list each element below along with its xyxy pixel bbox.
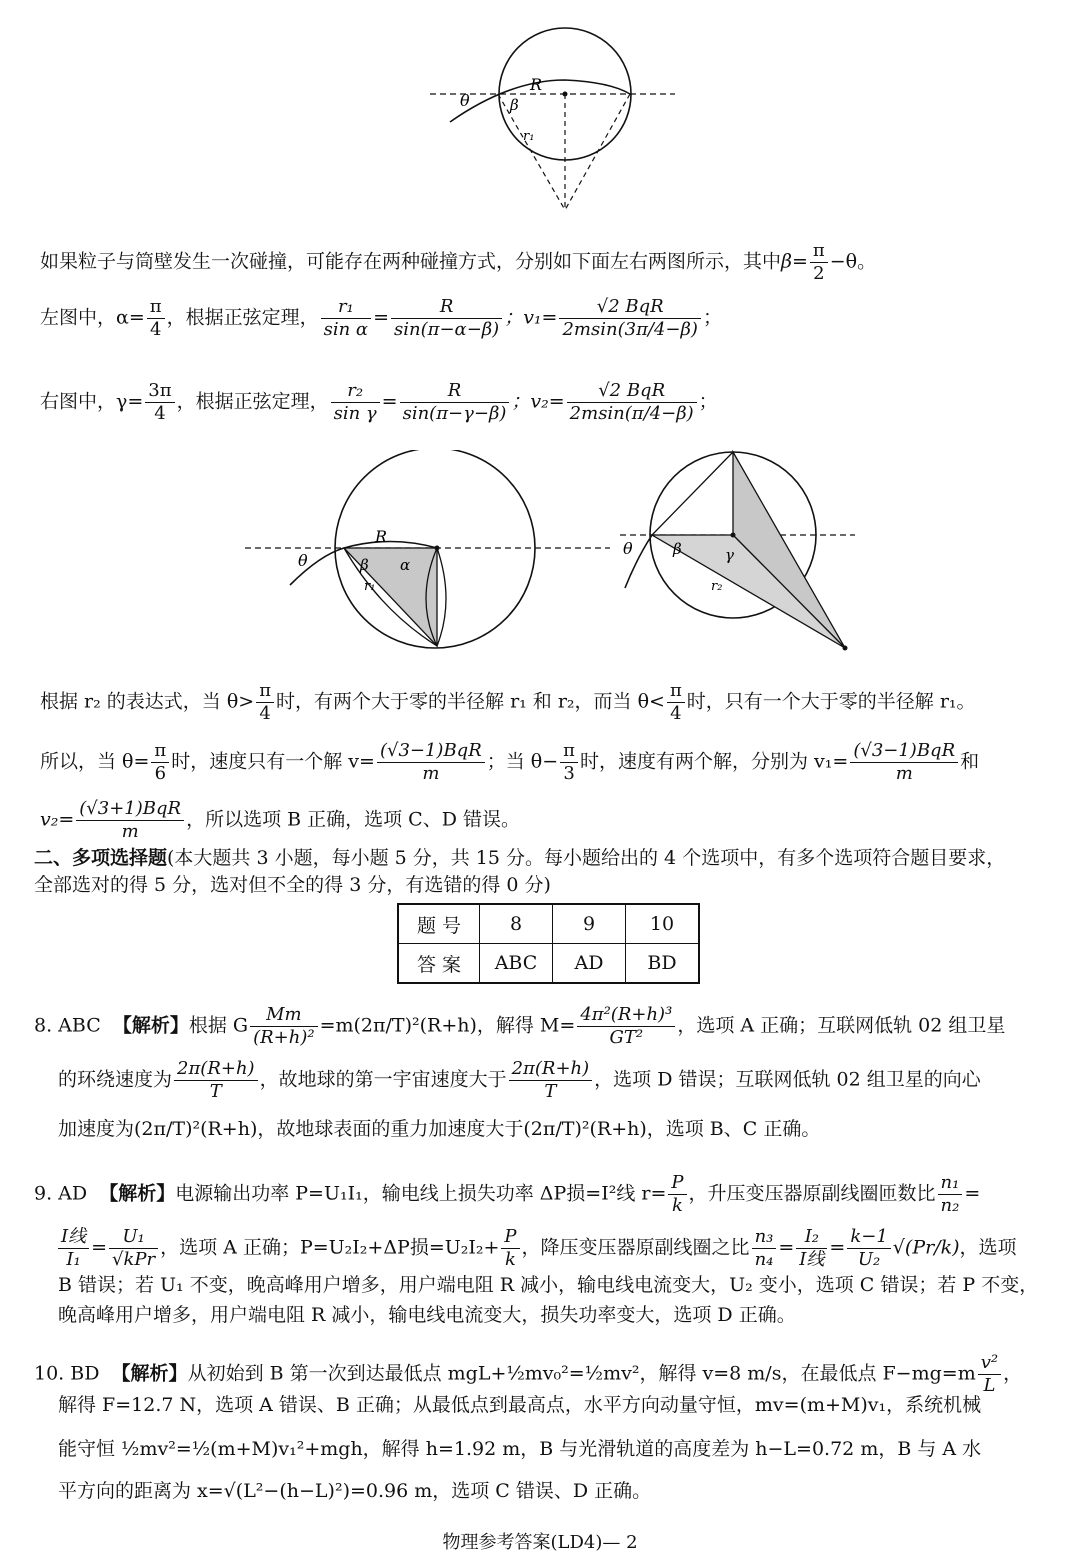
q8-frac3 bbox=[174, 1058, 258, 1103]
p5-frac1-num: π bbox=[151, 740, 169, 763]
left-circle-diagram bbox=[240, 450, 620, 670]
p5-v-den: m bbox=[422, 763, 440, 784]
left-ratio1 bbox=[321, 296, 371, 341]
p4-frac2 bbox=[667, 680, 685, 725]
q10-l1b: 从初始到 B 第一次到达最低点 mgL+½mv₀²=½mv²，解得 v=8 m/s，在最低点 F−mg=m bbox=[187, 1362, 976, 1385]
table-row bbox=[398, 904, 699, 944]
p1-frac-den: 2 bbox=[813, 263, 825, 284]
p4a: 根据 r₂ 的表达式，当 θ> bbox=[40, 690, 255, 713]
q9-l1b: 电源输出功率 P=U₁I₁，输电线上损失功率 ΔP损=I²线 r= bbox=[175, 1182, 667, 1205]
right-v-num: √2 BqR bbox=[567, 380, 697, 403]
p5-frac2 bbox=[560, 740, 578, 785]
q8-tag: 【解析】 bbox=[112, 1014, 189, 1037]
table-cell: ABC bbox=[480, 944, 553, 984]
p5-v1-num: (√3−1)BqR bbox=[850, 740, 958, 763]
q8-f1d: (R+h)² bbox=[253, 1027, 315, 1048]
q9-line2 bbox=[56, 1226, 1050, 1271]
para-velocity-solutions bbox=[40, 740, 1050, 785]
left-ratio2 bbox=[391, 296, 502, 341]
q8-l2b: ，故地球的第一宇宙速度大于 bbox=[259, 1068, 507, 1091]
table-cell: BD bbox=[626, 944, 700, 984]
table-cell: 8 bbox=[480, 904, 553, 944]
left-end: ； bbox=[702, 306, 722, 329]
q8-f3d: T bbox=[209, 1081, 222, 1102]
right-sin2: sin(π−γ−β) bbox=[402, 403, 507, 424]
p4b: 时，有两个大于零的半径解 r₁ 和 r₂，而当 θ< bbox=[276, 690, 665, 713]
q8-f3n: 2π(R+h) bbox=[174, 1058, 258, 1081]
top-circle-diagram bbox=[420, 10, 690, 220]
q10-frac1 bbox=[978, 1352, 1001, 1397]
q9-line3: B 错误；若 U₁ 不变，晚高峰用户增多，用户端电阻 R 减小，输电线电流变大，U₂ 变小，选项 C 错误；若 P 不变， bbox=[58, 1274, 1039, 1296]
q8-number: 8. ABC bbox=[34, 1014, 101, 1037]
q8-frac4 bbox=[509, 1058, 593, 1103]
q9-f1d: k bbox=[671, 1195, 683, 1216]
para-v2 bbox=[40, 798, 1050, 843]
section2-line2: 全部选对的得 5 分，选对但不全的得 3 分，有选错的得 0 分) bbox=[34, 874, 551, 896]
q9-frac2 bbox=[938, 1172, 963, 1217]
q10-l1c: ， bbox=[1003, 1362, 1023, 1385]
left-v-num: √2 BqR bbox=[559, 296, 700, 319]
left-eq: = bbox=[373, 306, 390, 329]
p5-v-frac bbox=[377, 740, 485, 785]
q8-frac1 bbox=[250, 1004, 318, 1049]
q9-l2-f6n: k−1 bbox=[847, 1226, 890, 1249]
q10-f1d: L bbox=[983, 1375, 996, 1396]
q8-l1c: =m(2π/T)²(R+h)，解得 M= bbox=[319, 1014, 576, 1037]
top-R-label: R bbox=[530, 75, 543, 94]
q8-l1d: ，选项 A 正确；互联网低轨 02 组卫星 bbox=[677, 1014, 1006, 1037]
q9-l2-f3d: k bbox=[505, 1249, 516, 1270]
q9-l2-f5n: I₂ bbox=[796, 1226, 827, 1249]
p5-frac1-den: 6 bbox=[154, 763, 167, 784]
left-frac bbox=[147, 296, 165, 341]
q9-l2-frac5 bbox=[796, 1226, 827, 1271]
table-cell: 答 案 bbox=[398, 944, 480, 984]
right-frac-num: 3π bbox=[145, 380, 174, 403]
p6a: v₂= bbox=[40, 808, 75, 831]
top-beta-label: β bbox=[510, 96, 519, 114]
table-cell: AD bbox=[553, 944, 626, 984]
q10-number: 10. BD bbox=[34, 1362, 100, 1385]
left-alpha-label: α bbox=[400, 556, 411, 574]
q9-l2d: ，选项 bbox=[959, 1236, 1017, 1259]
left-frac-den: 4 bbox=[149, 319, 162, 340]
p5a: 所以，当 θ= bbox=[40, 750, 150, 773]
q8-l1b: 根据 G bbox=[188, 1014, 249, 1037]
p1-text: 如果粒子与筒壁发生一次碰撞，可能存在两种碰撞方式，分别如下面左右两图所示，其中 bbox=[40, 250, 782, 273]
p5c: ；当 θ− bbox=[486, 750, 559, 773]
right-beta-label: β bbox=[673, 540, 682, 558]
q8-f2n: 4π²(R+h)³ bbox=[577, 1004, 675, 1027]
table-cell: 题 号 bbox=[398, 904, 480, 944]
q8-line1 bbox=[34, 1004, 1050, 1049]
q9-l2-f3n: P bbox=[501, 1226, 519, 1249]
right-b: ，根据正弦定理， bbox=[176, 390, 329, 413]
right-sin: sin γ bbox=[333, 403, 377, 424]
q9-l2-eq3: = bbox=[829, 1236, 846, 1259]
right-frac bbox=[145, 380, 174, 425]
q9-l2-f4d: n₄ bbox=[754, 1249, 774, 1270]
p5e: 和 bbox=[960, 750, 980, 773]
q9-f2d: n₂ bbox=[940, 1195, 960, 1216]
p5-frac2-num: π bbox=[560, 740, 578, 763]
p4c: 时，只有一个大于零的半径解 r₁。 bbox=[686, 690, 976, 713]
top-theta-label: θ bbox=[460, 91, 470, 110]
p4-frac1-den: 4 bbox=[259, 703, 271, 724]
para-r2-analysis bbox=[40, 680, 1050, 725]
p5-v-num: (√3−1)BqR bbox=[377, 740, 485, 763]
q8-f1n: Mm bbox=[250, 1004, 318, 1027]
q9-l1d: = bbox=[964, 1182, 981, 1205]
para-left-figure bbox=[40, 296, 1050, 341]
left-R: R bbox=[391, 296, 502, 319]
p4-frac2-num: π bbox=[667, 680, 685, 703]
q8-line3: 加速度为(2π/T)²(R+h)，故地球表面的重力加速度大于(2π/T)²(R+h)，选项 B、C 正确。 bbox=[58, 1118, 821, 1140]
q9-l2-f1n: I线 bbox=[58, 1226, 89, 1249]
q8-f2d: GT² bbox=[609, 1027, 644, 1048]
q9-l1c: ，升压变压器原副线圈匝数比 bbox=[688, 1182, 936, 1205]
q9-l2-f4n: n₃ bbox=[752, 1226, 777, 1249]
q9-l2b: ，选项 A 正确；P=U₂I₂+ΔP损=U₂I₂+ bbox=[160, 1236, 500, 1259]
q9-number: 9. AD bbox=[34, 1182, 88, 1205]
p6b: ，所以选项 B 正确，选项 C、D 错误。 bbox=[186, 808, 520, 831]
para-collision bbox=[40, 240, 1050, 285]
p6-den: m bbox=[121, 821, 139, 842]
right-end: ； bbox=[698, 390, 718, 413]
left-v-frac bbox=[559, 296, 700, 341]
p1-tail: −θ。 bbox=[829, 250, 877, 273]
right-r2: r₂ bbox=[331, 380, 380, 403]
q8-line2 bbox=[58, 1058, 1050, 1103]
sec2-head: 二、多项选择题 bbox=[34, 847, 168, 869]
q9-l2-eq: = bbox=[91, 1236, 108, 1259]
table-row bbox=[398, 944, 699, 984]
left-r1-label: r₁ bbox=[364, 579, 376, 594]
q9-l2-frac2 bbox=[109, 1226, 158, 1271]
table-cell: 9 bbox=[553, 904, 626, 944]
answer-table bbox=[397, 903, 700, 984]
q10-line3: 能守恒 ½mv²=½(m+M)v₁²+mgh，解得 h=1.92 m，B 与光滑轨道的高度差为 h−L=0.72 m，B 与 A 水 bbox=[58, 1438, 982, 1460]
section2-heading bbox=[34, 845, 1050, 871]
right-frac-den: 4 bbox=[154, 403, 166, 424]
q10-f1n: v² bbox=[978, 1352, 1001, 1375]
q9-l2-frac6 bbox=[847, 1226, 890, 1271]
right-ratio1 bbox=[331, 380, 380, 425]
q9-l2-f1d: I₁ bbox=[66, 1249, 81, 1270]
q9-l2-frac1 bbox=[58, 1226, 89, 1271]
q9-l2-frac4 bbox=[752, 1226, 777, 1271]
right-v-frac bbox=[567, 380, 697, 425]
right-v-den: 2msin(π/4−β) bbox=[569, 403, 694, 424]
right-circle-diagram bbox=[615, 448, 865, 658]
q9-frac1 bbox=[668, 1172, 686, 1217]
right-eq: = bbox=[381, 390, 398, 413]
p4-frac2-den: 4 bbox=[670, 703, 682, 724]
right-a: 右图中，γ= bbox=[40, 390, 144, 413]
p5-v1-den: m bbox=[895, 763, 913, 784]
sec2-rest: (本大题共 3 小题，每小题 5 分，共 15 分。每小题给出的 4 个选项中，有多个选项符合题目要求， bbox=[167, 847, 1006, 869]
p1-frac-num: π bbox=[810, 240, 828, 263]
p5-frac1 bbox=[151, 740, 169, 785]
left-sin: sin α bbox=[323, 319, 369, 340]
p5d: 时，速度有两个解，分别为 v₁= bbox=[580, 750, 849, 773]
top-r1-label: r₁ bbox=[523, 129, 535, 144]
left-v1: ；v₁= bbox=[504, 306, 558, 329]
right-theta-label: θ bbox=[623, 539, 633, 558]
q9-f2n: n₁ bbox=[938, 1172, 963, 1195]
p1-beta: β= bbox=[781, 250, 808, 273]
q9-l2-frac3 bbox=[501, 1226, 519, 1271]
left-a: 左图中，α= bbox=[40, 306, 145, 329]
left-theta-label: θ bbox=[298, 551, 308, 570]
q8-l2c: ，选项 D 错误；互联网低轨 02 组卫星的向心 bbox=[594, 1068, 981, 1091]
q10-line4: 平方向的距离为 x=√(L²−(h−L)²)=0.96 m，选项 C 错误、D 正确。 bbox=[58, 1480, 652, 1502]
q9-l2-f2n: U₁ bbox=[109, 1226, 158, 1249]
left-v-den: 2msin(3π/4−β) bbox=[562, 319, 698, 340]
left-r1: r₁ bbox=[321, 296, 371, 319]
q10-line2: 解得 F=12.7 N，选项 A 错误、B 正确；从最低点到最高点，水平方向动量守恒，mv=(m+M)v₁，系统机械 bbox=[58, 1394, 982, 1416]
q9-l2-f2d: √kPr bbox=[112, 1249, 156, 1270]
q9-l2c: ，降压变压器原副线圈之比 bbox=[521, 1236, 750, 1259]
p4-frac1 bbox=[256, 680, 274, 725]
q9-l2-sqrt: √(Pr/k) bbox=[892, 1236, 960, 1259]
right-r2-label: r₂ bbox=[711, 579, 723, 594]
table-cell: 10 bbox=[626, 904, 700, 944]
left-frac-num: π bbox=[147, 296, 165, 319]
left-sin2: sin(π−α−β) bbox=[394, 319, 500, 340]
p4-frac1-num: π bbox=[256, 680, 274, 703]
q9-line4: 晚高峰用户增多，用户端电阻 R 减小，输电线电流变大，损失功率变大，选项 D 正确。 bbox=[58, 1304, 796, 1326]
p6-num: (√3+1)BqR bbox=[76, 798, 184, 821]
p5-frac2-den: 3 bbox=[563, 763, 575, 784]
right-gamma-label: γ bbox=[725, 546, 734, 564]
q9-line1 bbox=[34, 1172, 1050, 1217]
p5b: 时，速度只有一个解 v= bbox=[171, 750, 375, 773]
para-right-figure bbox=[40, 380, 1050, 425]
q8-l2a: 的环绕速度为 bbox=[58, 1068, 173, 1091]
p1-frac bbox=[810, 240, 828, 285]
q10-line1 bbox=[34, 1352, 1050, 1397]
left-beta-label: β bbox=[360, 556, 369, 574]
p6-frac bbox=[76, 798, 184, 843]
q8-f4n: 2π(R+h) bbox=[509, 1058, 593, 1081]
q9-l2-eq2: = bbox=[778, 1236, 795, 1259]
q9-l2-f5d: I线 bbox=[799, 1249, 825, 1270]
q9-l2-f6d: U₂ bbox=[857, 1249, 881, 1270]
right-v2: ；v₂= bbox=[511, 390, 565, 413]
left-R-label: R bbox=[375, 527, 388, 546]
q9-f1n: P bbox=[668, 1172, 686, 1195]
q10-tag: 【解析】 bbox=[111, 1362, 188, 1385]
q9-tag: 【解析】 bbox=[99, 1182, 176, 1205]
page-footer: 物理参考答案(LD4)— 2 bbox=[442, 1532, 638, 1553]
left-b: ，根据正弦定理， bbox=[166, 306, 319, 329]
q8-frac2 bbox=[577, 1004, 675, 1049]
p5-v1-frac bbox=[850, 740, 958, 785]
q8-f4d: T bbox=[544, 1081, 557, 1102]
right-ratio2 bbox=[400, 380, 510, 425]
right-R: R bbox=[400, 380, 510, 403]
